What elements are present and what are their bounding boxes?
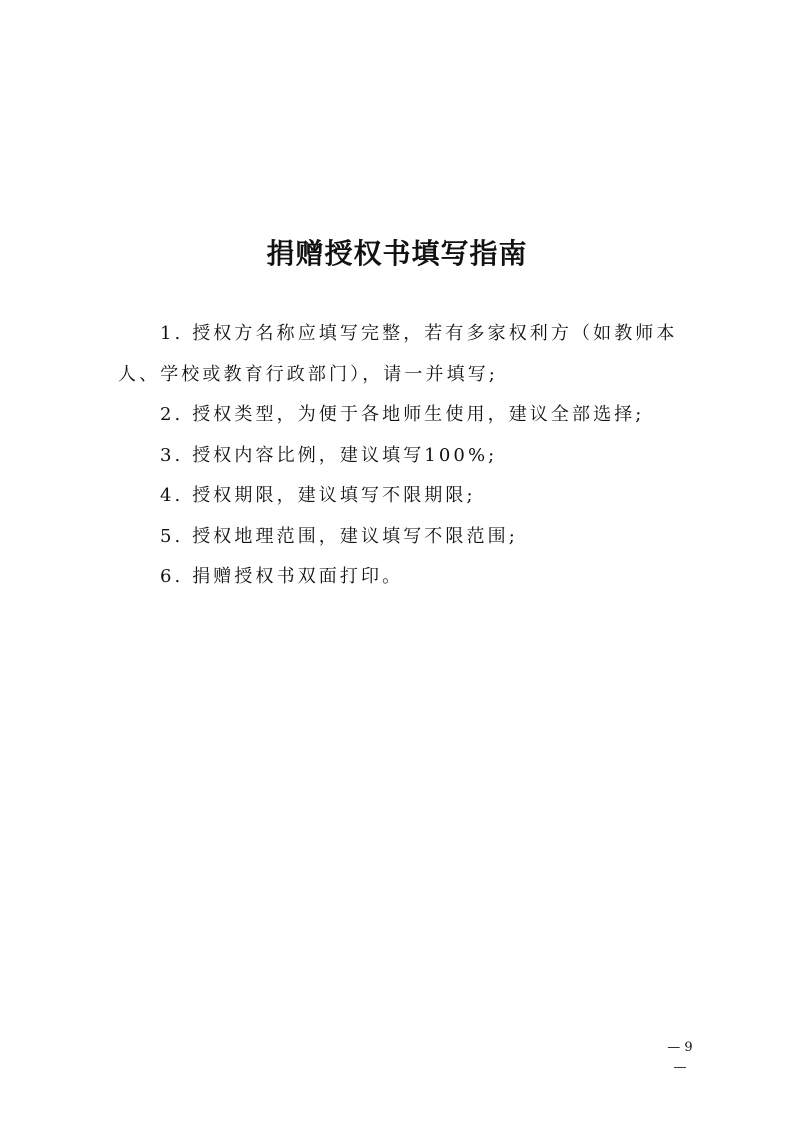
guide-list	[118, 314, 692, 598]
guide-item-6: 6. 捐赠授权书双面打印。	[160, 566, 404, 587]
guide-item-1: 1. 授权方名称应填写完整，若有多家权利方（如教师本人、学校或教育行政部门），请一并填写;	[118, 323, 678, 385]
guide-item-2: 2. 授权类型，为便于各地师生使用，建议全部选择;	[160, 404, 645, 425]
document-title: 捐赠授权书填写指南	[266, 237, 528, 270]
guide-item-4: 4. 授权期限，建议填写不限期限;	[160, 485, 476, 506]
guide-item-3: 3. 授权内容比例，建议填写100%;	[160, 444, 498, 466]
page-number: — 9 —	[667, 1040, 693, 1075]
guide-item-5: 5. 授权地理范围，建议填写不限范围;	[160, 525, 518, 547]
